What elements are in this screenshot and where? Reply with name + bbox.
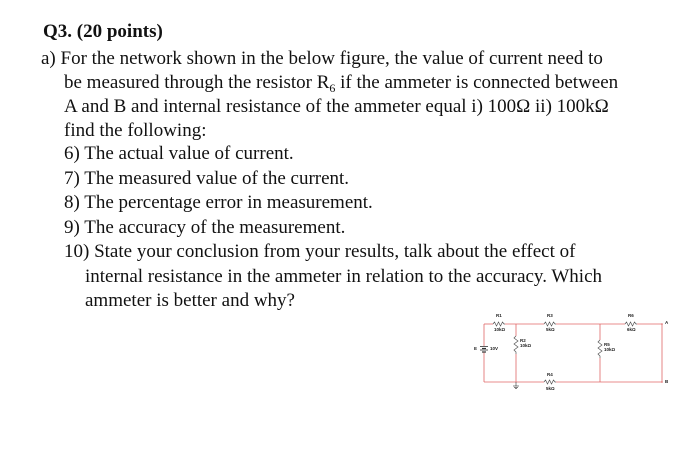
source-value: 10V (490, 346, 499, 351)
circuit-wires (484, 324, 662, 382)
r3-name: R3 (547, 313, 553, 318)
intro-line-1: a) For the network shown in the below figure, the value of current need to (41, 48, 603, 69)
resistor-r6-symbol (625, 322, 637, 326)
question-intro (41, 47, 681, 143)
terminal-b-label: B (665, 379, 669, 384)
resistor-r3-symbol (544, 322, 556, 326)
r4-value: 5kΩ (546, 386, 555, 391)
source-label: E (474, 346, 478, 351)
question-items (64, 142, 684, 314)
resistor-r2-symbol (514, 336, 518, 354)
intro-line-2-pre: be measured through the resistor R (64, 72, 330, 93)
intro-line-2 (41, 71, 681, 95)
terminal-a-label: A (665, 320, 669, 325)
item-7: 7) The measured value of the current. (64, 167, 350, 189)
r2-name: R2 (520, 338, 526, 343)
resistor-subscript: 6 (329, 81, 336, 95)
r2-value: 10kΩ (520, 343, 532, 348)
circuit-diagram (474, 300, 688, 404)
r5-value: 10kΩ (604, 347, 616, 352)
r4-name: R4 (547, 372, 553, 377)
terminal-a-node (661, 323, 663, 325)
resistor-r1-symbol (493, 322, 505, 326)
item-8: 8) The percentage error in measurement. (64, 192, 373, 213)
item-10-line-2: internal resistance in the ammeter in relation to the accuracy. Which (85, 265, 602, 287)
item-9: 9) The accuracy of the measurement. (64, 216, 346, 238)
terminal-b-node (661, 381, 663, 383)
r6-value: 6kΩ (627, 327, 636, 332)
resistor-r5-symbol (598, 340, 602, 358)
resistor-r4-symbol (544, 380, 556, 384)
r5-name: R5 (604, 342, 610, 347)
item-6: 6) The actual value of current. (64, 143, 294, 164)
intro-line-4: find the following: (64, 120, 207, 141)
r3-value: 5kΩ (546, 327, 555, 332)
ground-symbol (513, 382, 519, 389)
r1-value: 10kΩ (494, 327, 506, 332)
intro-line-2-post: if the ammeter is connected between (335, 72, 619, 93)
r1-name: R1 (496, 313, 502, 318)
intro-line-3: A and B and internal resistance of the ammeter equal i) 100Ω ii) 100kΩ (64, 96, 609, 117)
item-10-line-1: 10) State your conclusion from your results, talk about the effect of (64, 241, 576, 262)
r6-name: R6 (628, 313, 634, 318)
question-title: Q3. (20 points) (43, 21, 163, 42)
item-10-line-3: ammeter is better and why? (85, 290, 295, 311)
battery-symbol (480, 347, 488, 353)
